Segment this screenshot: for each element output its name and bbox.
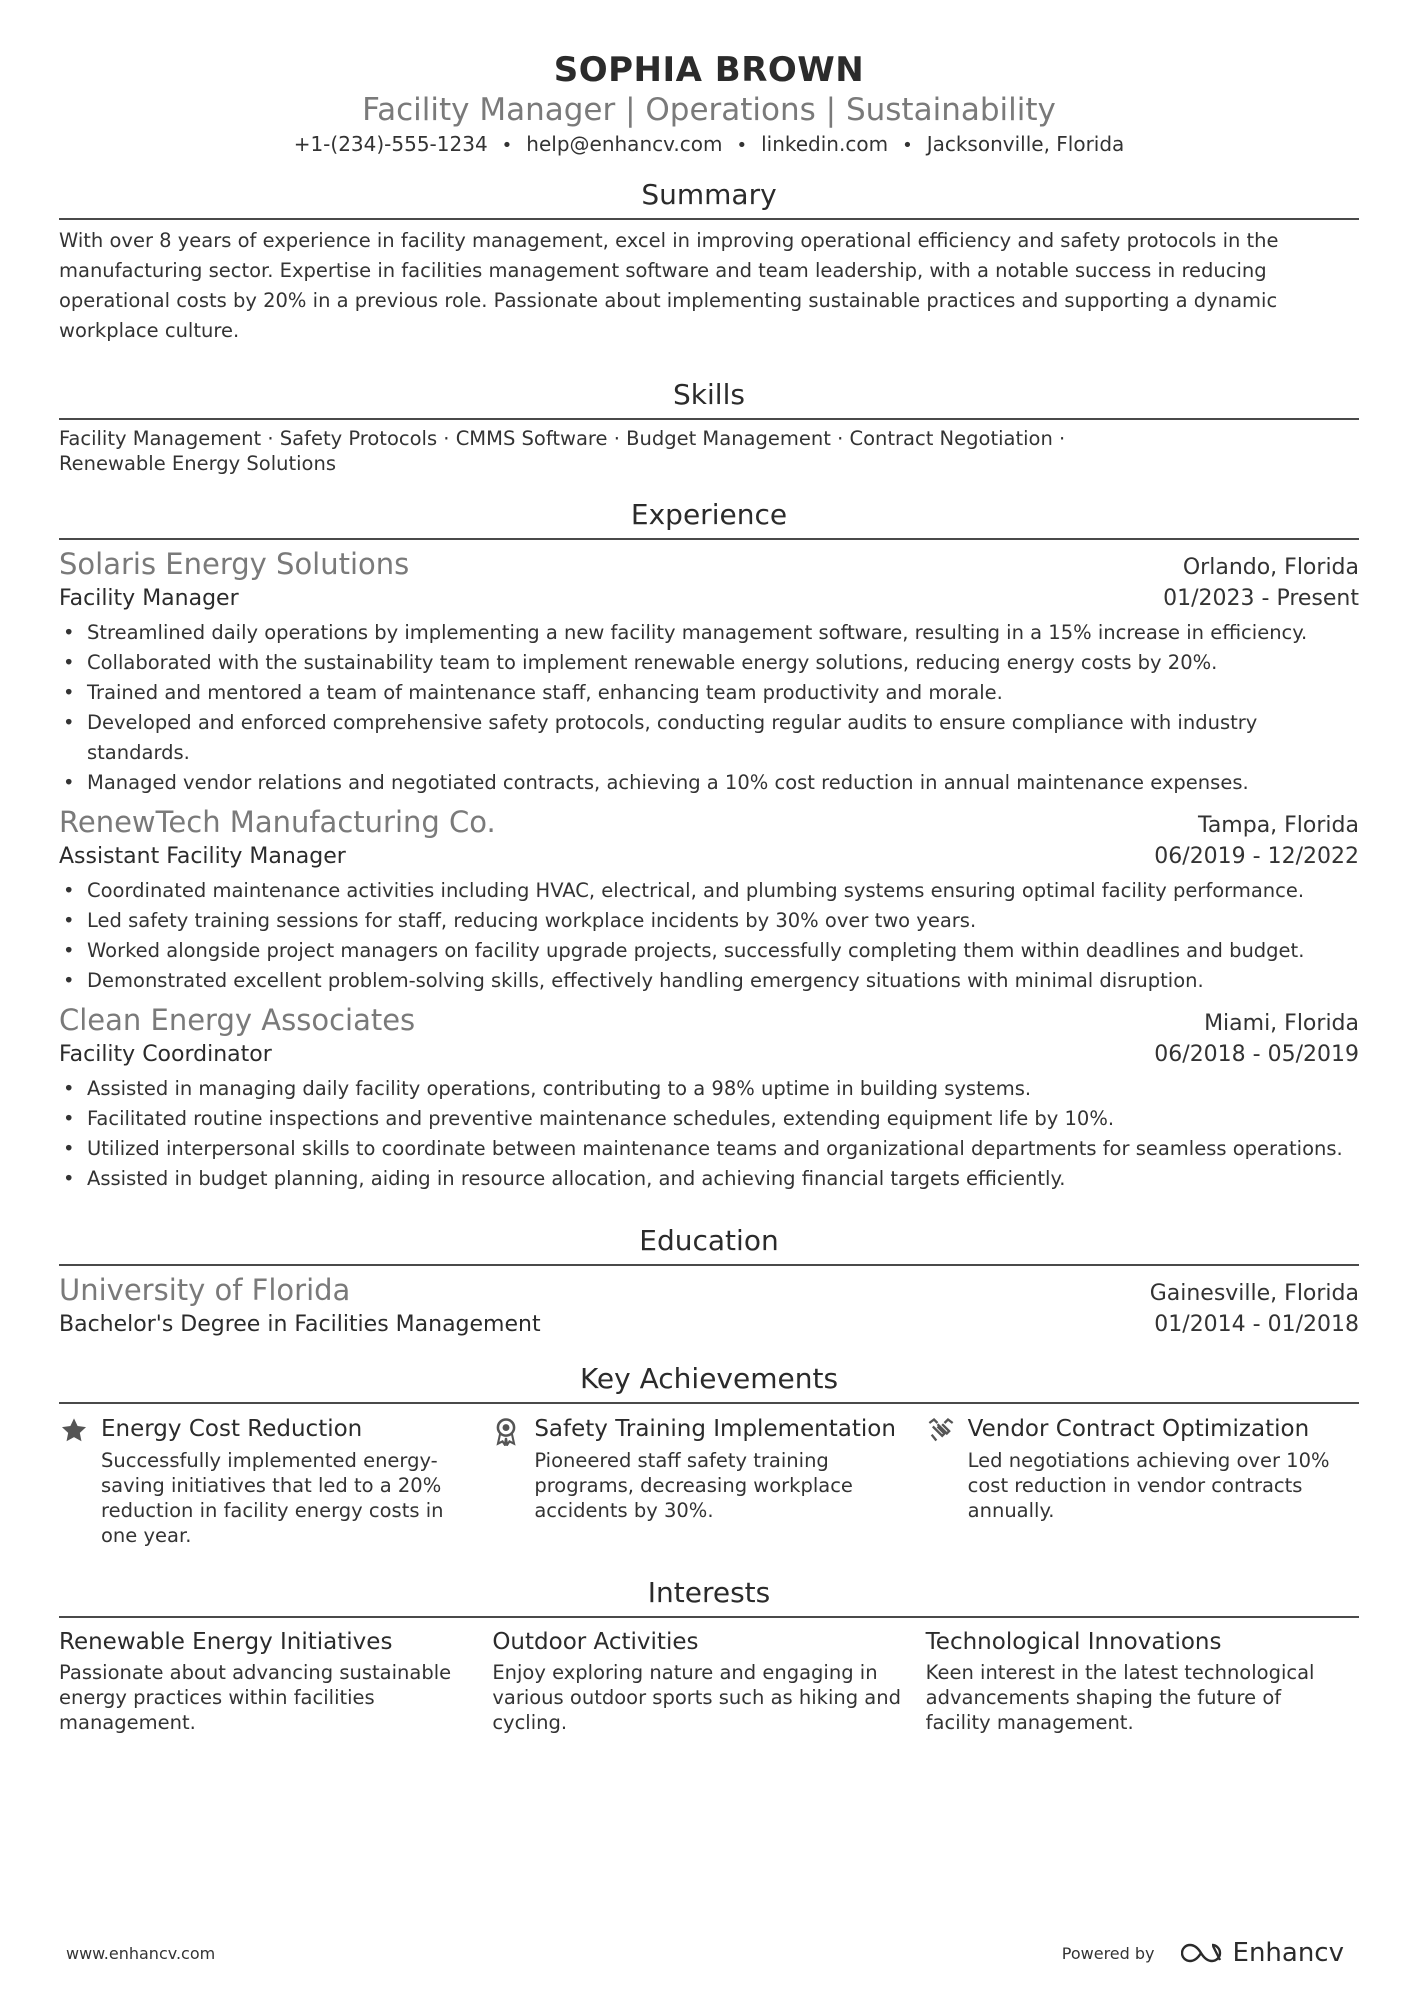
candidate-name: SOPHIA BROWN xyxy=(553,50,865,90)
summary-section xyxy=(59,176,1359,346)
job-bullet: • Assisted in budget planning, aiding in resource allocation, and achieving financial targets efficiently. xyxy=(59,1164,1359,1194)
interest-title: Outdoor Activities xyxy=(492,1629,699,1655)
job-location: Orlando, Florida xyxy=(1182,555,1359,580)
interest-desc: Keen interest in the latest technological advancements shaping the future of facility management. xyxy=(925,1661,1315,1734)
job-bullet: • Coordinated maintenance activities including HVAC, electrical, and plumbing systems ensuring optimal facility performance. xyxy=(59,876,1359,906)
interest-item xyxy=(59,1626,492,1735)
interest-title: Technological Innovations xyxy=(925,1629,1222,1655)
powered-by-label: Powered by xyxy=(1061,1943,1155,1963)
page-footer xyxy=(66,1938,1344,1968)
education-entry xyxy=(59,1272,1359,1342)
candidate-title: Facility Manager | Operations | Sustainability xyxy=(362,92,1056,128)
interests-grid xyxy=(59,1626,1359,1735)
skills-list: Facility Management · Safety Protocols · CMMS Software · Budget Management · Contract Negotiation · Renewable Energy Solutions xyxy=(59,427,1066,475)
job-bullets xyxy=(59,1074,1359,1194)
interests-section xyxy=(59,1574,1359,1735)
award-badge-icon xyxy=(492,1414,534,1548)
achievement-item xyxy=(59,1414,492,1548)
enhancv-brand-name: Enhancv xyxy=(1232,1938,1344,1968)
achievement-title: Energy Cost Reduction xyxy=(101,1416,363,1442)
achievement-desc: Successfully implemented energy-saving initiatives that led to a 20% reduction in facility energy costs in one year. xyxy=(101,1449,444,1547)
section-heading-summary: Summary xyxy=(59,176,1359,220)
job-bullet: • Worked alongside project managers on facility upgrade projects, successfully completing them within deadlines and budget. xyxy=(59,936,1359,966)
contact-location: Jacksonville, Florida xyxy=(926,132,1125,156)
contact-linkedin[interactable]: linkedin.com xyxy=(761,132,889,156)
job-bullet: • Utilized interpersonal skills to coordinate between maintenance teams and organizational departments for seamless operations. xyxy=(59,1134,1359,1164)
job-bullet: • Streamlined daily operations by implementing a new facility management software, resulting in a 15% increase in efficiency. xyxy=(59,618,1359,648)
star-icon xyxy=(59,1414,101,1548)
job-bullets xyxy=(59,618,1359,798)
job-company: Clean Energy Associates xyxy=(59,1003,416,1037)
contact-line xyxy=(59,130,1359,160)
interest-desc: Enjoy exploring nature and engaging in various outdoor sports such as hiking and cycling. xyxy=(492,1661,901,1734)
section-heading-achievements: Key Achievements xyxy=(59,1360,1359,1404)
handshake-icon xyxy=(926,1414,968,1548)
job-location: Miami, Florida xyxy=(1204,1011,1359,1036)
achievement-item xyxy=(492,1414,925,1548)
job-bullet: • Assisted in managing daily facility operations, contributing to a 98% uptime in building systems. xyxy=(59,1074,1359,1104)
interest-item xyxy=(492,1626,925,1735)
footer-branding xyxy=(1062,1938,1344,1968)
interest-title: Renewable Energy Initiatives xyxy=(59,1629,393,1655)
interest-desc: Passionate about advancing sustainable energy practices within facilities management. xyxy=(59,1661,452,1734)
contact-separator: • xyxy=(736,135,748,156)
contact-phone[interactable]: +1-(234)-555-1234 xyxy=(293,132,488,156)
contact-email[interactable]: help@enhancv.com xyxy=(526,132,723,156)
job-role: Facility Manager xyxy=(59,586,239,611)
education-school: University of Florida xyxy=(59,1273,351,1307)
contact-separator: • xyxy=(501,135,513,156)
job-bullet: • Managed vendor relations and negotiated contracts, achieving a 10% cost reduction in annual maintenance expenses. xyxy=(59,768,1359,798)
job-bullet: • Led safety training sessions for staff, reducing workplace incidents by 30% over two years. xyxy=(59,906,1359,936)
job-bullet: • Collaborated with the sustainability team to implement renewable energy solutions, reducing energy costs by 20%. xyxy=(59,648,1359,678)
job-dates: 06/2019 - 12/2022 xyxy=(1154,844,1359,869)
job-entry xyxy=(59,1002,1359,1194)
job-entry xyxy=(59,546,1359,798)
job-role: Assistant Facility Manager xyxy=(59,844,346,869)
job-role: Facility Coordinator xyxy=(59,1042,272,1067)
enhancv-logo-icon xyxy=(1181,1942,1225,1964)
job-entry xyxy=(59,804,1359,996)
achievement-desc: Led negotiations achieving over 10% cost reduction in vendor contracts annually. xyxy=(967,1449,1330,1522)
education-dates: 01/2014 - 01/2018 xyxy=(1154,1312,1359,1337)
summary-text: With over 8 years of experience in facility management, excel in improving operational efficiency and safety protocols in the manufacturing sector. Expertise in facilities management software and team leadership, with a notable success in reducing operational costs by 20% in a previous role. Passionate about implementing sustainable practices and supporting a dynamic workplace culture. xyxy=(59,229,1279,342)
section-heading-skills: Skills xyxy=(59,376,1359,420)
interest-item xyxy=(926,1626,1359,1735)
job-bullets xyxy=(59,876,1359,996)
job-bullet: • Demonstrated excellent problem-solving skills, effectively handling emergency situations with minimal disruption. xyxy=(59,966,1359,996)
education-degree: Bachelor's Degree in Facilities Management xyxy=(59,1312,541,1337)
job-dates: 06/2018 - 05/2019 xyxy=(1154,1042,1359,1067)
contact-separator: • xyxy=(902,135,913,156)
achievements-grid xyxy=(59,1414,1359,1548)
footer-url[interactable]: www.enhancv.com xyxy=(66,1943,216,1963)
experience-section xyxy=(59,496,1359,1194)
job-company: RenewTech Manufacturing Co. xyxy=(59,805,496,839)
job-bullet: • Developed and enforced comprehensive safety protocols, conducting regular audits to ensure compliance with industry standards. xyxy=(59,708,1359,768)
job-bullet: • Facilitated routine inspections and preventive maintenance schedules, extending equipment life by 10%. xyxy=(59,1104,1359,1134)
achievements-section xyxy=(59,1360,1359,1548)
skills-section xyxy=(59,376,1359,476)
education-section xyxy=(59,1222,1359,1342)
job-location: Tampa, Florida xyxy=(1198,813,1359,838)
resume-header xyxy=(59,0,1359,160)
achievement-title: Safety Training Implementation xyxy=(534,1416,896,1442)
education-location: Gainesville, Florida xyxy=(1149,1281,1359,1306)
section-heading-experience: Experience xyxy=(59,496,1359,540)
job-company: Solaris Energy Solutions xyxy=(59,547,410,581)
section-heading-interests: Interests xyxy=(59,1574,1359,1618)
achievement-item xyxy=(926,1414,1359,1548)
section-heading-education: Education xyxy=(59,1222,1359,1266)
enhancv-logo[interactable] xyxy=(1181,1938,1344,1968)
achievement-desc: Pioneered staff safety training programs, decreasing workplace accidents by 30%. xyxy=(534,1449,853,1522)
job-bullet: • Trained and mentored a team of maintenance staff, enhancing team productivity and morale. xyxy=(59,678,1359,708)
achievement-title: Vendor Contract Optimization xyxy=(967,1416,1310,1442)
resume-page xyxy=(59,0,1359,1735)
job-dates: 01/2023 - Present xyxy=(1163,586,1359,611)
